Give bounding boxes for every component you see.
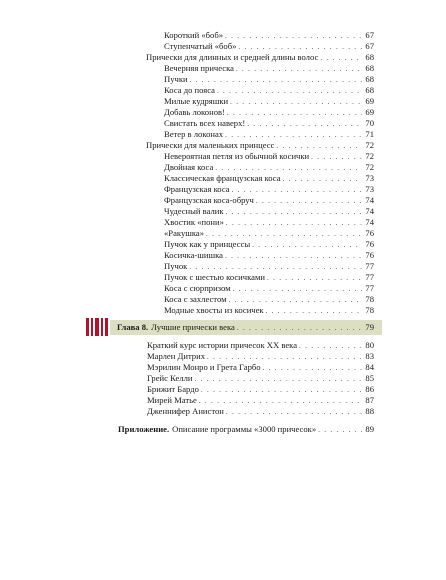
toc-entry-title: Невероятная петля из обычной косички xyxy=(164,151,310,161)
toc-section-title: Прически для маленьких принцесс xyxy=(146,140,275,150)
toc-entry-title: Дженнифер Анистон xyxy=(147,406,224,416)
toc-entry[interactable] xyxy=(164,283,374,294)
toc-entry-title: Милые кудряшки xyxy=(164,96,229,106)
toc-entry-title: Французская коса-обруч xyxy=(164,195,254,205)
toc-entry-page: 69 xyxy=(365,96,374,106)
appendix-page: 89 xyxy=(365,424,374,434)
toc-entry-page: 68 xyxy=(365,85,374,95)
toc-entry-title: Грейс Келли xyxy=(147,373,193,383)
toc-entry-page: 67 xyxy=(365,30,374,40)
toc-entry-title: Свистать всех наверх! xyxy=(164,118,246,128)
toc-entry[interactable] xyxy=(147,373,374,384)
toc-entry-page: 87 xyxy=(365,395,374,405)
toc-entry-page: 76 xyxy=(365,228,374,238)
toc-entry-page: 69 xyxy=(365,107,374,117)
toc-entry-title: «Ракушка» xyxy=(164,228,205,238)
toc-entry-title: Мирей Матье xyxy=(147,395,197,405)
appendix-label: Приложение. xyxy=(118,424,170,434)
toc-entry-title: Пучок как у принцессы xyxy=(164,239,251,249)
chapter-title: Лучшие прически века xyxy=(151,322,235,332)
toc-entry[interactable] xyxy=(164,294,374,305)
toc-entry[interactable] xyxy=(147,340,374,351)
toc-entry[interactable] xyxy=(164,195,374,206)
toc-entry-page: 74 xyxy=(365,217,374,227)
toc-entry[interactable] xyxy=(164,151,374,162)
toc-section-page: 68 xyxy=(365,52,374,62)
toc-entry-title: Ветер в локонах xyxy=(164,129,224,139)
toc-entry-title: Пучок с шестью косичками xyxy=(164,272,265,282)
toc-entry-title: Пучки xyxy=(164,74,188,84)
chapter-marker-bars xyxy=(86,318,108,336)
toc-entry-page: 70 xyxy=(365,118,374,128)
toc-entry[interactable] xyxy=(164,261,374,272)
toc-entry-title: Коса с сюрпризом xyxy=(164,283,231,293)
toc-section-little-princesses[interactable] xyxy=(146,140,374,151)
chapter-label: Глава 8. xyxy=(117,322,149,332)
toc-entry[interactable] xyxy=(164,30,374,41)
toc-entry-title: Вечерняя прическа xyxy=(164,63,234,73)
toc-entry-page: 76 xyxy=(365,250,374,260)
toc-entry[interactable] xyxy=(164,217,374,228)
dot-leader xyxy=(318,425,362,436)
toc-entry[interactable] xyxy=(164,272,374,283)
toc-entry-page: 86 xyxy=(365,384,374,394)
toc-entry-page: 68 xyxy=(365,74,374,84)
toc-entry-title: Французская коса xyxy=(164,184,230,194)
toc-entry[interactable] xyxy=(164,206,374,217)
appendix-title: Описание программы «3000 причесок» xyxy=(172,424,317,434)
toc-entry-page: 74 xyxy=(365,195,374,205)
toc-entry-page: 78 xyxy=(365,294,374,304)
toc-entry-title: Марлен Дитрих xyxy=(147,351,206,361)
toc-entry[interactable] xyxy=(164,239,374,250)
toc-entry-title: Чудесный валик xyxy=(164,206,224,216)
toc-entry[interactable] xyxy=(164,173,374,184)
toc-entry-page: 83 xyxy=(365,351,374,361)
toc-section-long-hair[interactable] xyxy=(146,52,374,63)
toc-entry-title: Двойная коса xyxy=(164,162,214,172)
toc-entry[interactable] xyxy=(164,129,374,140)
toc-appendix[interactable] xyxy=(118,424,374,435)
toc-entry-title: Брижит Бардо xyxy=(147,384,199,394)
toc-entry-page: 72 xyxy=(365,162,374,172)
toc-entry[interactable] xyxy=(164,107,374,118)
toc-entry-page: 73 xyxy=(365,184,374,194)
toc-entry-title: Ступенчатый «боб» xyxy=(164,41,237,51)
toc-entry-page: 77 xyxy=(365,261,374,271)
toc-entry[interactable] xyxy=(164,162,374,173)
toc-entry-page: 73 xyxy=(365,173,374,183)
toc-entry-title: Короткий «боб» xyxy=(164,30,223,40)
toc-entry-title: Классическая французская коса xyxy=(164,173,281,183)
toc-entry-page: 72 xyxy=(365,151,374,161)
toc-entry[interactable] xyxy=(164,63,374,74)
toc-chapter-8[interactable] xyxy=(117,322,374,333)
toc-entry[interactable] xyxy=(164,85,374,96)
toc-entry-page: 80 xyxy=(365,340,374,350)
toc-entry-page: 88 xyxy=(365,406,374,416)
toc-entry-page: 74 xyxy=(365,206,374,216)
dot-leader xyxy=(266,306,362,317)
toc-entry-title: Хвостик «пони» xyxy=(164,217,224,227)
toc-entry[interactable] xyxy=(164,41,374,52)
chapter-page: 79 xyxy=(365,322,374,332)
toc-entry[interactable] xyxy=(147,384,374,395)
toc-entry-title: Модные хвосты из косичек xyxy=(164,305,264,315)
toc-entry-title: Косичка-шишка xyxy=(164,250,223,260)
toc-entry-page: 77 xyxy=(365,283,374,293)
toc-entry-title: Пучок xyxy=(164,261,188,271)
toc-section-title: Прически для длинных и средней длины волос xyxy=(146,52,319,62)
toc-entry[interactable] xyxy=(147,362,374,373)
dot-leader xyxy=(226,407,362,418)
toc-entry-page: 76 xyxy=(365,239,374,249)
toc-entry-page: 77 xyxy=(365,272,374,282)
toc-entry[interactable] xyxy=(164,228,374,239)
toc-entry-page: 85 xyxy=(365,373,374,383)
toc-entry-title: Коса с захлестом xyxy=(164,294,227,304)
toc-entry-title: Краткий курс истории причесок XX века xyxy=(147,340,298,350)
toc-entry[interactable] xyxy=(147,395,374,406)
toc-entry-page: 78 xyxy=(365,305,374,315)
toc-entry[interactable] xyxy=(164,305,374,316)
toc-entry[interactable] xyxy=(147,406,374,417)
toc-entry[interactable] xyxy=(164,184,374,195)
toc-entry[interactable] xyxy=(164,96,374,107)
toc-entry[interactable] xyxy=(164,74,374,85)
toc-entry-page: 68 xyxy=(365,63,374,73)
toc-entry-title: Коса до пояса xyxy=(164,85,215,95)
toc-entry-title: Добавь локонов! xyxy=(164,107,225,117)
toc-entry[interactable] xyxy=(164,118,374,129)
toc-entry[interactable] xyxy=(164,250,374,261)
toc-entry-page: 84 xyxy=(365,362,374,372)
toc-section-page: 72 xyxy=(365,140,374,150)
toc-entry[interactable] xyxy=(147,351,374,362)
toc-entry-page: 67 xyxy=(365,41,374,51)
toc-entry-title: Мэрилин Монро и Грета Гарбо xyxy=(147,362,261,372)
dot-leader xyxy=(237,323,362,334)
toc-entry-page: 71 xyxy=(365,129,374,139)
